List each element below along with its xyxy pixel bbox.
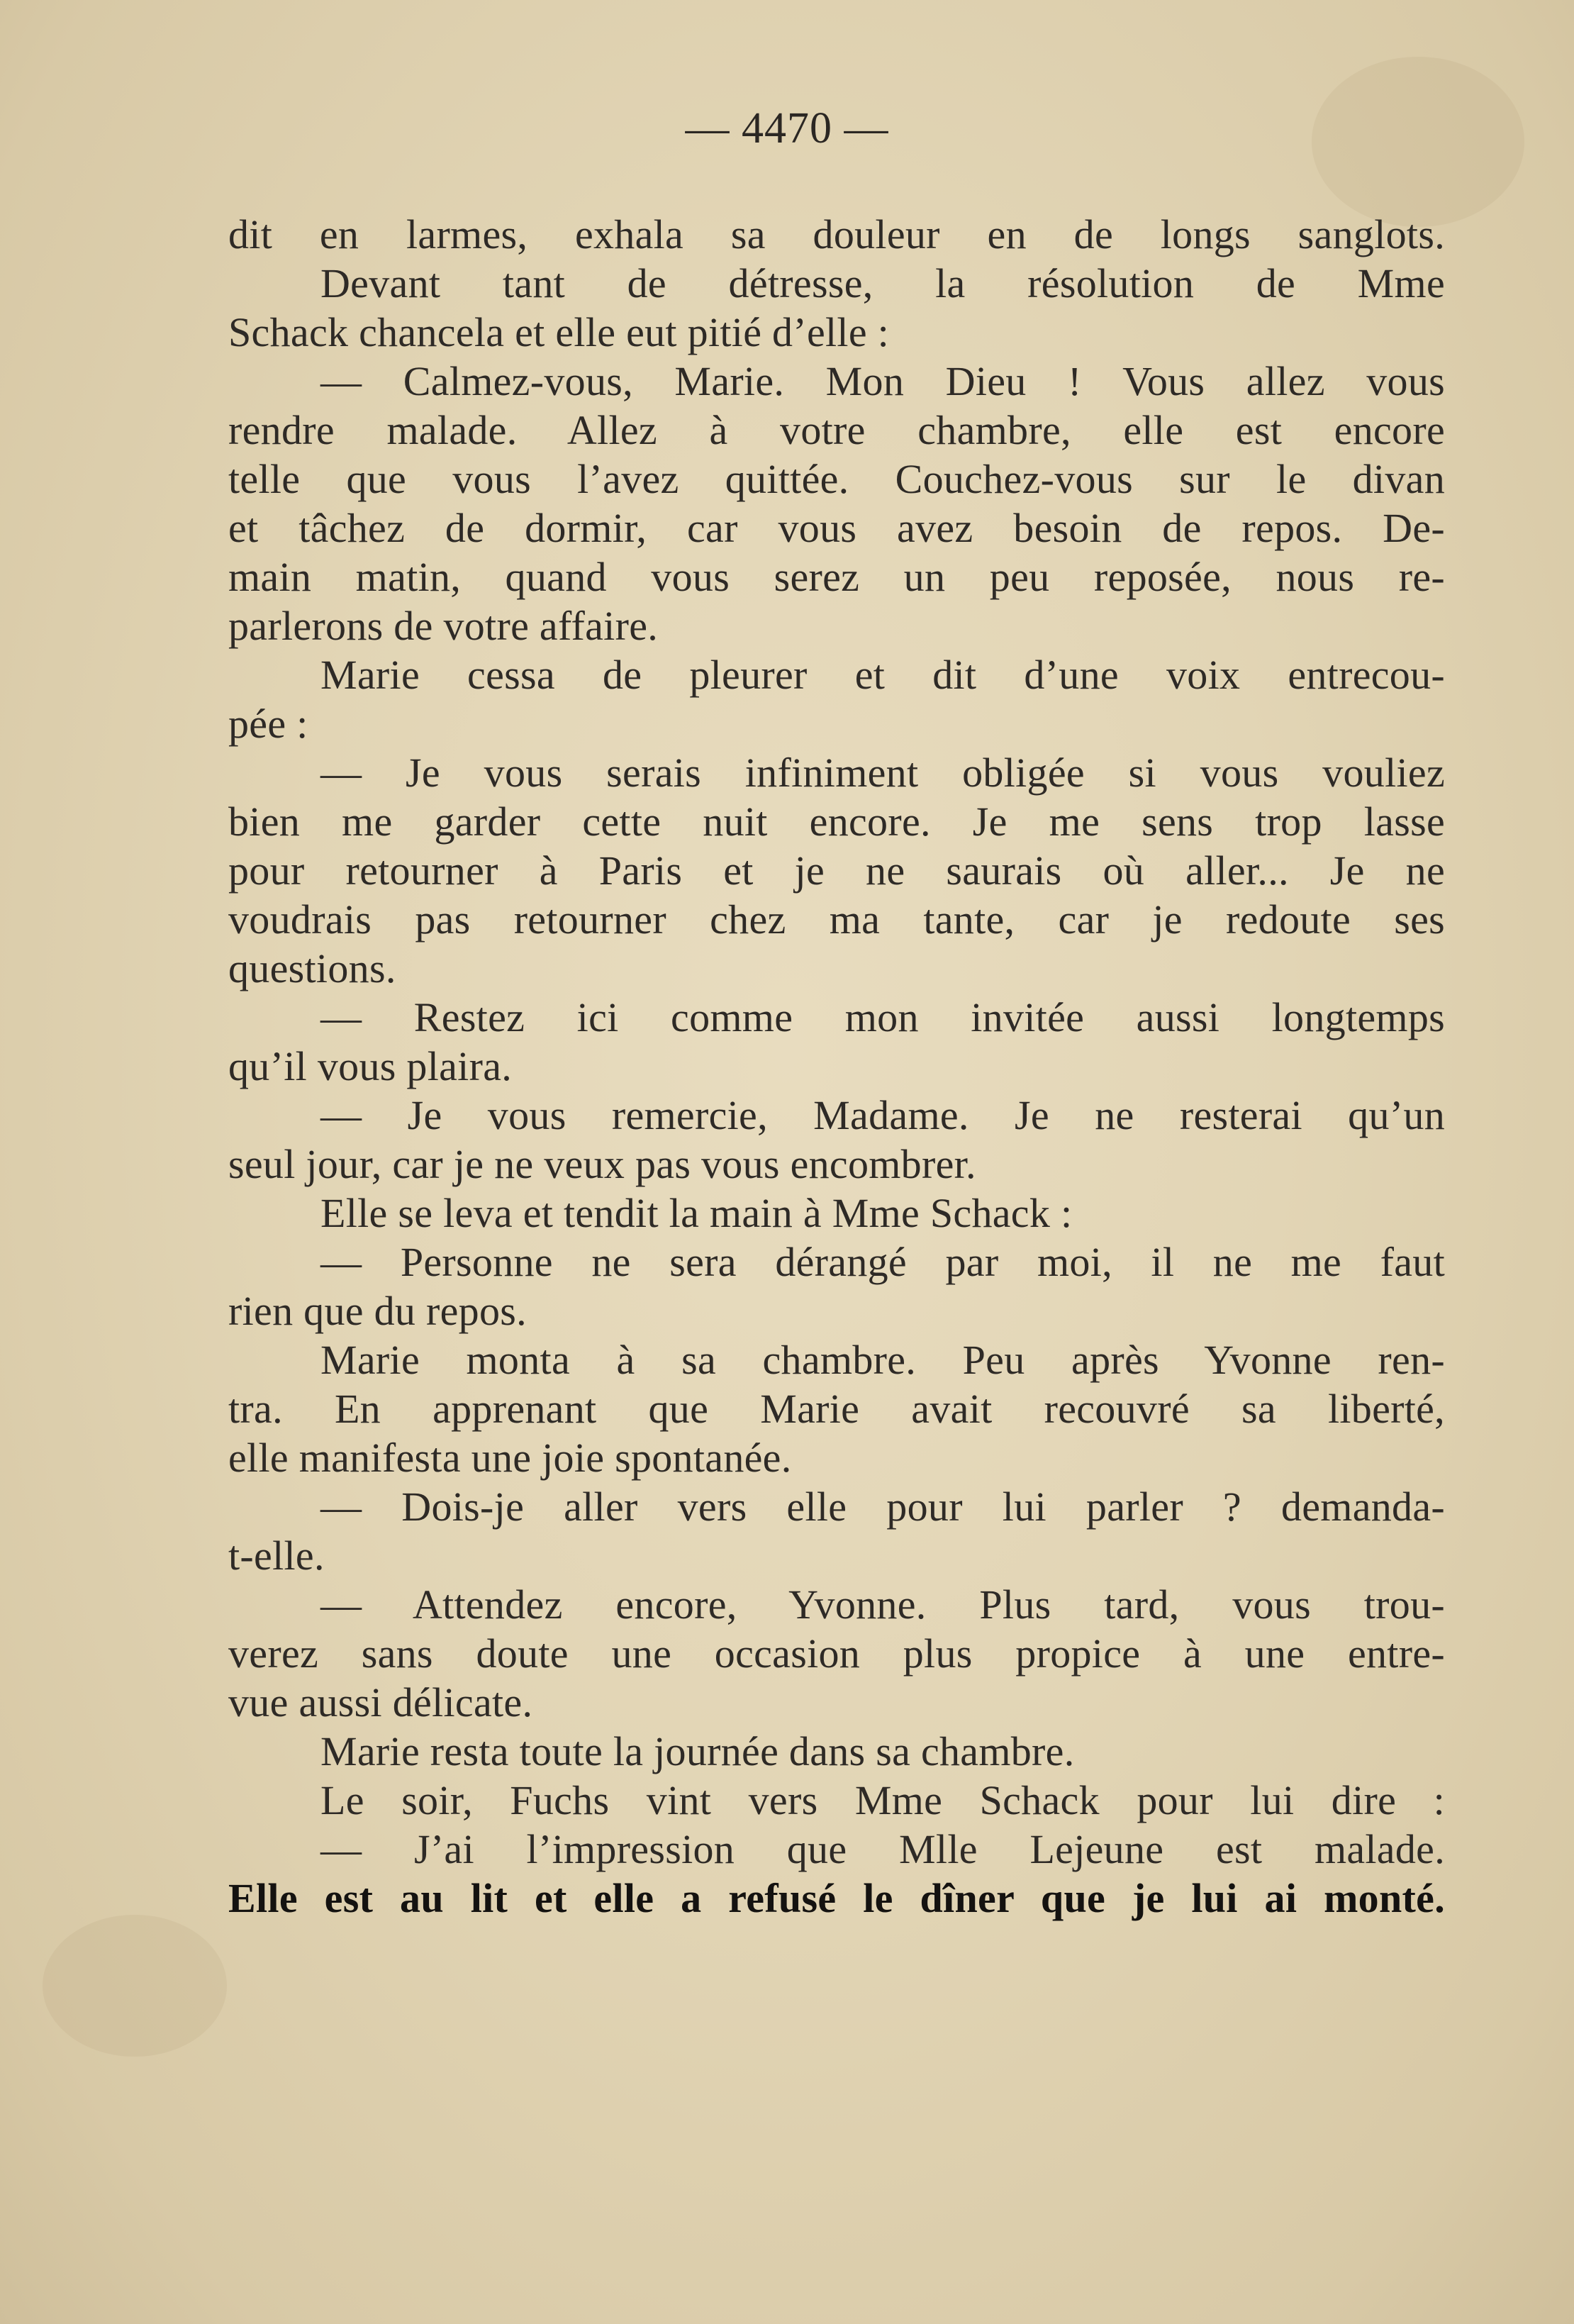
text-line: Elle se leva et tendit la main à Mme Schack : — [320, 1190, 1073, 1236]
text-line: — Personne ne sera dérangé par moi, il ne me faut — [320, 1239, 1445, 1285]
text-line: Devant tant de détresse, la résolution de Mme — [320, 260, 1445, 306]
text-line: rendre malade. Allez à votre chambre, elle est encore — [228, 407, 1445, 453]
text-line: Marie cessa de pleurer et dit d’une voix entrecou- — [320, 652, 1445, 698]
text-line: et tâchez de dormir, car vous avez besoin de repos. De- — [228, 505, 1445, 551]
text-line: seul jour, car je ne veux pas vous encombrer. — [228, 1141, 976, 1187]
text-line: Le soir, Fuchs vint vers Mme Schack pour lui dire : — [320, 1777, 1445, 1823]
text-line: main matin, quand vous serez un peu reposée, nous re- — [228, 554, 1445, 600]
text-line: Marie resta toute la journée dans sa chambre. — [320, 1728, 1075, 1774]
body-text — [228, 210, 1445, 1923]
text-line: — Calmez-vous, Marie. Mon Dieu ! Vous allez vous — [320, 358, 1445, 404]
text-line: — Attendez encore, Yvonne. Plus tard, vous trou- — [320, 1581, 1445, 1628]
text-line: parlerons de votre affaire. — [228, 603, 659, 649]
text-line: t-elle. — [228, 1533, 325, 1579]
text-line: vue aussi délicate. — [228, 1679, 533, 1725]
text-line: dit en larmes, exhala sa douleur en de longs sanglots. — [228, 211, 1445, 257]
text-line: Elle est au lit et elle a refusé le dîner que je lui ai monté. — [228, 1875, 1445, 1921]
paper-stain — [43, 1915, 227, 2057]
text-line: pée : — [228, 701, 308, 747]
text-line: — Dois-je aller vers elle pour lui parler ? demanda- — [320, 1484, 1445, 1530]
text-line: Marie monta à sa chambre. Peu après Yvonne ren- — [320, 1337, 1445, 1383]
text-line: elle manifesta une joie spontanée. — [228, 1435, 792, 1481]
page-number: — 4470 — — [685, 104, 889, 152]
text-line: verez sans doute une occasion plus propice à une entre- — [228, 1630, 1445, 1677]
text-line: — Je vous serais infiniment obligée si vous vouliez — [320, 750, 1445, 796]
text-line: qu’il vous plaira. — [228, 1043, 513, 1089]
text-line: questions. — [228, 945, 396, 991]
text-line: bien me garder cette nuit encore. Je me sens trop lasse — [228, 799, 1445, 845]
text-line: rien que du repos. — [228, 1288, 527, 1334]
text-line: telle que vous l’avez quittée. Couchez-vous sur le divan — [228, 456, 1445, 502]
text-line: — J’ai l’impression que Mlle Lejeune est malade. — [320, 1826, 1445, 1872]
text-line: pour retourner à Paris et je ne saurais où aller... Je ne — [228, 847, 1445, 894]
text-line: voudrais pas retourner chez ma tante, car je redoute ses — [228, 896, 1445, 943]
text-line: — Je vous remercie, Madame. Je ne resterai qu’un — [320, 1092, 1445, 1138]
text-line: tra. En apprenant que Marie avait recouvré sa liberté, — [228, 1386, 1445, 1432]
text-line: — Restez ici comme mon invitée aussi longtemps — [320, 994, 1445, 1040]
text-line: Schack chancela et elle eut pitié d’elle : — [228, 309, 890, 355]
